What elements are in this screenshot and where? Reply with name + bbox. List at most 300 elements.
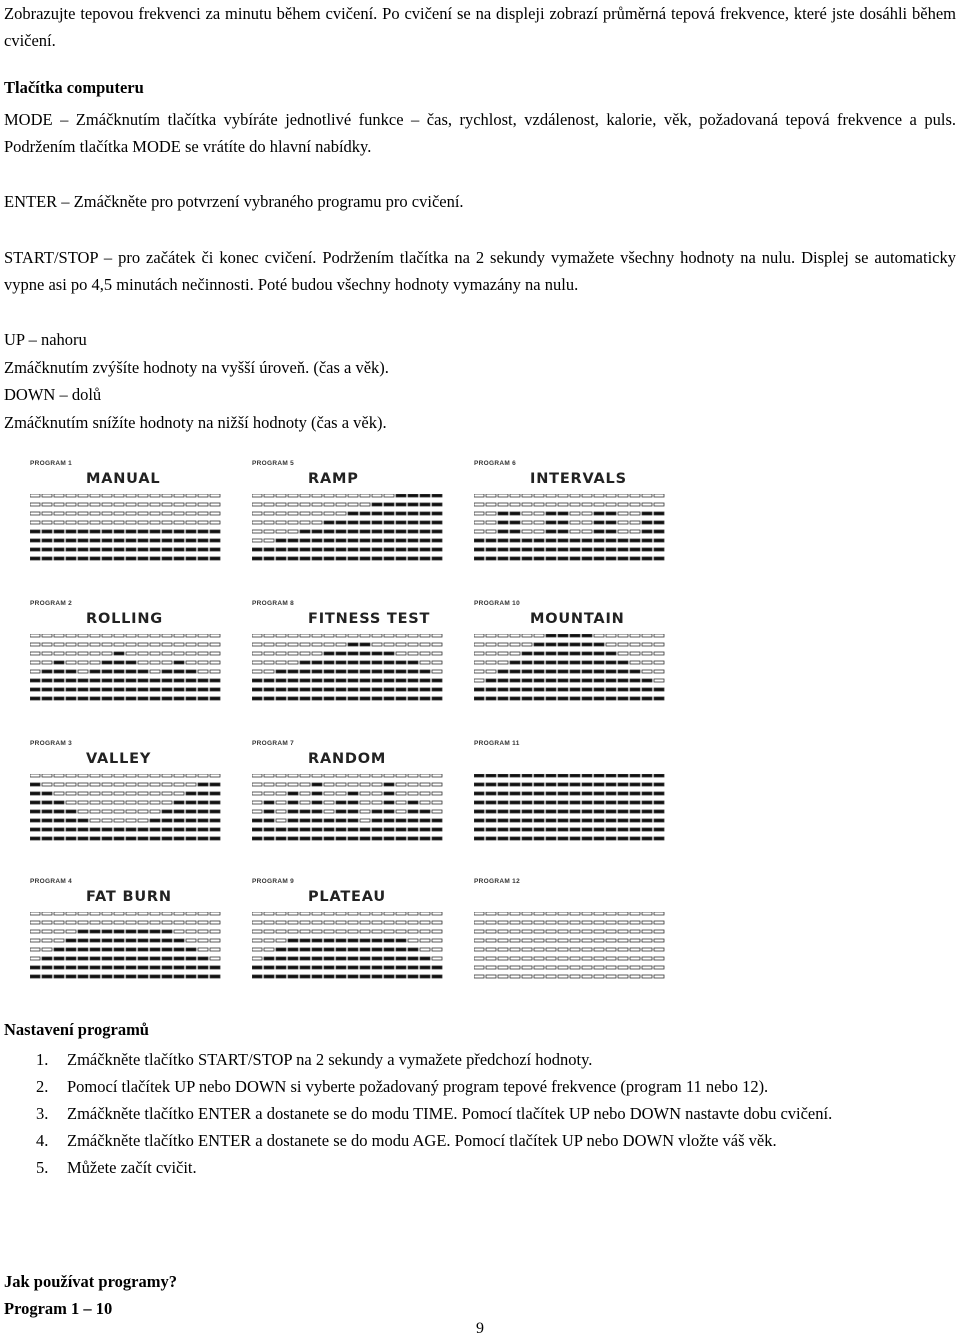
profile-segment-filled	[654, 783, 664, 786]
profile-segment-empty	[276, 503, 286, 506]
program-profile	[30, 878, 245, 996]
profile-segment-empty	[312, 921, 322, 924]
profile-segment-empty	[252, 930, 262, 933]
profile-segment-empty	[534, 930, 544, 933]
profile-segment-empty	[42, 634, 52, 637]
profile-segment-filled	[276, 548, 286, 551]
profile-segment-filled	[174, 948, 184, 951]
profile-segment-empty	[396, 930, 406, 933]
profile-segment-empty	[174, 930, 184, 933]
profile-segment-empty	[534, 975, 544, 978]
profile-segment-filled	[546, 661, 556, 664]
profile-segment-empty	[522, 966, 532, 969]
profile-segment-empty	[102, 634, 112, 637]
up-label: UP – nahoru	[4, 330, 87, 349]
profile-segment-empty	[102, 512, 112, 515]
profile-segment-empty	[150, 801, 160, 804]
profile-segment-empty	[138, 521, 148, 524]
profile-segment-empty	[186, 661, 196, 664]
profile-segment-filled	[300, 948, 310, 951]
profile-segment-filled	[594, 652, 604, 655]
profile-segment-empty	[630, 948, 640, 951]
profile-segment-empty	[618, 975, 628, 978]
profile-segment-filled	[372, 557, 382, 560]
profile-segment-empty	[534, 503, 544, 506]
profile-segment-filled	[138, 939, 148, 942]
profile-segment-filled	[264, 957, 274, 960]
profile-segment-empty	[102, 792, 112, 795]
profile-segment-empty	[300, 494, 310, 497]
profile-segment-empty	[150, 810, 160, 813]
profile-segment-empty	[486, 948, 496, 951]
profile-segment-empty	[198, 661, 208, 664]
profile-segment-empty	[618, 521, 628, 524]
profile-segment-empty	[522, 643, 532, 646]
profile-segment-empty	[324, 634, 334, 637]
profile-segment-empty	[30, 939, 40, 942]
profile-segment-filled	[606, 539, 616, 542]
profile-segment-filled	[150, 697, 160, 700]
profile-segment-empty	[336, 774, 346, 777]
profile-segment-empty	[546, 912, 556, 915]
profile-segment-filled	[408, 679, 418, 682]
profile-segment-empty	[630, 939, 640, 942]
program-profile	[30, 460, 245, 578]
profile-segment-filled	[408, 494, 418, 497]
profile-segment-empty	[582, 939, 592, 942]
profile-segment-filled	[210, 801, 220, 804]
profile-segment-filled	[264, 688, 274, 691]
profile-segment-empty	[150, 521, 160, 524]
profile-segment-filled	[558, 548, 568, 551]
profile-segment-empty	[288, 494, 298, 497]
profile-segment-filled	[42, 810, 52, 813]
profile-segment-empty	[474, 939, 484, 942]
profile-segment-filled	[396, 957, 406, 960]
profile-segment-filled	[396, 837, 406, 840]
profile-segment-filled	[114, 548, 124, 551]
profile-segment-filled	[558, 670, 568, 673]
profile-segment-empty	[288, 661, 298, 664]
profile-segment-filled	[102, 930, 112, 933]
profile-segment-empty	[126, 494, 136, 497]
profile-segment-empty	[210, 634, 220, 637]
profile-segment-filled	[396, 494, 406, 497]
profile-segment-filled	[198, 810, 208, 813]
profile-segment-filled	[606, 679, 616, 682]
profile-segment-empty	[210, 661, 220, 664]
profile-segment-empty	[78, 634, 88, 637]
profile-segment-filled	[138, 557, 148, 560]
profile-segment-filled	[42, 530, 52, 533]
profile-segment-empty	[618, 912, 628, 915]
profile-segment-filled	[150, 948, 160, 951]
profile-segment-empty	[642, 948, 652, 951]
profile-segment-filled	[42, 819, 52, 822]
profile-segment-filled	[486, 697, 496, 700]
profile-segment-filled	[510, 801, 520, 804]
profile-segment-empty	[348, 774, 358, 777]
profile-segment-empty	[198, 948, 208, 951]
profile-segment-filled	[534, 792, 544, 795]
profile-segment-empty	[630, 652, 640, 655]
profile-segment-filled	[276, 670, 286, 673]
profile-segment-empty	[486, 652, 496, 655]
profile-segment-filled	[408, 661, 418, 664]
profile-segment-filled	[312, 783, 322, 786]
profile-segment-empty	[300, 921, 310, 924]
profile-segment-filled	[162, 679, 172, 682]
profile-segment-filled	[582, 539, 592, 542]
profile-segment-filled	[348, 957, 358, 960]
profile-segment-filled	[558, 783, 568, 786]
profile-segment-empty	[534, 634, 544, 637]
profile-segment-empty	[300, 801, 310, 804]
profile-segment-empty	[66, 503, 76, 506]
profile-segment-filled	[372, 530, 382, 533]
profile-segment-filled	[312, 557, 322, 560]
profile-segment-empty	[30, 921, 40, 924]
profile-segment-empty	[396, 774, 406, 777]
profile-segment-filled	[90, 679, 100, 682]
profile-segment-filled	[114, 697, 124, 700]
profile-segment-filled	[582, 670, 592, 673]
profile-segment-filled	[372, 697, 382, 700]
profile-segment-empty	[546, 921, 556, 924]
profile-segment-filled	[138, 548, 148, 551]
settings-heading: Nastavení programů	[4, 1020, 149, 1039]
profile-segment-empty	[252, 539, 262, 542]
profile-segment-empty	[264, 930, 274, 933]
profile-segment-filled	[432, 819, 442, 822]
profile-segment-empty	[276, 792, 286, 795]
profile-segment-filled	[606, 548, 616, 551]
profile-segment-empty	[264, 783, 274, 786]
profile-grid	[474, 494, 666, 566]
profile-segment-filled	[162, 828, 172, 831]
profile-segment-filled	[396, 697, 406, 700]
profile-segment-empty	[78, 512, 88, 515]
profile-segment-filled	[54, 670, 64, 673]
profile-segment-filled	[30, 557, 40, 560]
profile-segment-filled	[30, 975, 40, 978]
profile-segment-empty	[210, 494, 220, 497]
profile-segment-filled	[90, 688, 100, 691]
profile-segment-empty	[42, 912, 52, 915]
profile-segment-filled	[210, 679, 220, 682]
profile-segment-empty	[534, 921, 544, 924]
profile-segment-empty	[90, 634, 100, 637]
profile-segment-filled	[432, 521, 442, 524]
profile-segment-filled	[594, 774, 604, 777]
profile-segment-filled	[570, 801, 580, 804]
profile-segment-empty	[174, 783, 184, 786]
profile-grid	[30, 774, 222, 846]
profile-segment-filled	[420, 819, 430, 822]
profile-segment-filled	[534, 697, 544, 700]
profile-segment-empty	[396, 792, 406, 795]
profile-segment-filled	[384, 819, 394, 822]
profile-segment-filled	[384, 530, 394, 533]
profile-segment-empty	[360, 912, 370, 915]
profile-segment-filled	[360, 661, 370, 664]
profile-segment-empty	[150, 652, 160, 655]
profile-segment-filled	[162, 688, 172, 691]
profile-segment-empty	[618, 643, 628, 646]
profile-segment-empty	[618, 530, 628, 533]
profile-segment-empty	[114, 494, 124, 497]
profile-segment-filled	[78, 828, 88, 831]
profile-segment-filled	[420, 975, 430, 978]
profile-segment-filled	[348, 939, 358, 942]
profile-segment-filled	[570, 634, 580, 637]
profile-segment-filled	[546, 643, 556, 646]
profile-segment-filled	[396, 966, 406, 969]
profile-segment-filled	[324, 679, 334, 682]
profile-segment-empty	[546, 494, 556, 497]
profile-segment-filled	[420, 521, 430, 524]
profile-segment-empty	[618, 921, 628, 924]
profile-segment-empty	[54, 792, 64, 795]
profile-segment-empty	[162, 792, 172, 795]
profile-segment-empty	[510, 634, 520, 637]
profile-segment-filled	[642, 512, 652, 515]
profile-segment-empty	[312, 512, 322, 515]
profile-segment-empty	[252, 801, 262, 804]
profile-segment-empty	[642, 643, 652, 646]
profile-segment-empty	[138, 801, 148, 804]
profile-segment-filled	[66, 966, 76, 969]
profile-segment-filled	[498, 792, 508, 795]
profile-segment-empty	[606, 939, 616, 942]
profile-segment-filled	[486, 837, 496, 840]
profile-segment-empty	[606, 921, 616, 924]
profile-segment-filled	[210, 966, 220, 969]
profile-segment-filled	[594, 530, 604, 533]
profile-grid	[30, 912, 222, 984]
profile-segment-empty	[510, 930, 520, 933]
profile-segment-filled	[30, 828, 40, 831]
profile-segment-empty	[102, 783, 112, 786]
profile-segment-filled	[384, 697, 394, 700]
profile-segment-empty	[582, 912, 592, 915]
profile-segment-empty	[90, 661, 100, 664]
profile-segment-filled	[360, 530, 370, 533]
profile-segment-empty	[618, 512, 628, 515]
profile-segment-filled	[138, 688, 148, 691]
profile-segment-empty	[474, 634, 484, 637]
profile-segment-empty	[288, 503, 298, 506]
profile-segment-empty	[384, 930, 394, 933]
profile-segment-filled	[126, 957, 136, 960]
profile-segment-empty	[654, 948, 664, 951]
profile-segment-filled	[126, 688, 136, 691]
profile-segment-filled	[498, 539, 508, 542]
profile-segment-filled	[474, 783, 484, 786]
profile-segment-filled	[474, 539, 484, 542]
profile-segment-empty	[630, 643, 640, 646]
profile-segment-filled	[582, 837, 592, 840]
profile-segment-empty	[42, 661, 52, 664]
profile-segment-filled	[186, 957, 196, 960]
profile-segment-empty	[186, 521, 196, 524]
profile-segment-filled	[198, 966, 208, 969]
profile-segment-empty	[276, 661, 286, 664]
profile-segment-empty	[474, 503, 484, 506]
program-number: PROGRAM 3	[30, 740, 73, 747]
profile-segment-filled	[174, 828, 184, 831]
profile-segment-empty	[252, 792, 262, 795]
profile-segment-filled	[150, 819, 160, 822]
profile-segment-filled	[384, 837, 394, 840]
profile-segment-filled	[186, 679, 196, 682]
profile-segment-empty	[42, 494, 52, 497]
profile-segment-empty	[78, 521, 88, 524]
profile-segment-filled	[372, 652, 382, 655]
profile-segment-filled	[300, 670, 310, 673]
profile-segment-filled	[312, 679, 322, 682]
profile-segment-filled	[384, 828, 394, 831]
profile-segment-filled	[582, 810, 592, 813]
profile-segment-filled	[336, 837, 346, 840]
profile-segment-empty	[90, 494, 100, 497]
profile-segment-filled	[546, 819, 556, 822]
profile-segment-filled	[498, 810, 508, 813]
profile-segment-empty	[582, 503, 592, 506]
profile-segment-empty	[150, 912, 160, 915]
profile-segment-filled	[558, 697, 568, 700]
profile-segment-empty	[54, 921, 64, 924]
profile-segment-empty	[534, 494, 544, 497]
profile-segment-empty	[486, 643, 496, 646]
profile-segment-empty	[102, 921, 112, 924]
profile-segment-filled	[420, 503, 430, 506]
profile-segment-filled	[186, 792, 196, 795]
profile-segment-empty	[486, 670, 496, 673]
profile-segment-filled	[276, 837, 286, 840]
program-name: FITNESS TEST	[308, 611, 431, 627]
profile-segment-empty	[210, 957, 220, 960]
profile-segment-filled	[66, 819, 76, 822]
profile-segment-empty	[150, 503, 160, 506]
profile-segment-filled	[420, 548, 430, 551]
profile-segment-empty	[474, 521, 484, 524]
profile-segment-filled	[174, 975, 184, 978]
profile-segment-filled	[534, 828, 544, 831]
program-number: PROGRAM 8	[252, 600, 295, 607]
profile-segment-empty	[558, 912, 568, 915]
profile-segment-filled	[594, 801, 604, 804]
profile-segment-filled	[396, 548, 406, 551]
profile-segment-empty	[396, 810, 406, 813]
profile-segment-filled	[126, 548, 136, 551]
profile-segment-filled	[546, 774, 556, 777]
profile-segment-filled	[510, 837, 520, 840]
profile-segment-empty	[252, 948, 262, 951]
profile-segment-filled	[474, 557, 484, 560]
profile-segment-empty	[198, 521, 208, 524]
profile-segment-filled	[582, 828, 592, 831]
profile-segment-filled	[102, 948, 112, 951]
profile-segment-filled	[642, 521, 652, 524]
profile-segment-filled	[396, 512, 406, 515]
profile-segment-filled	[252, 828, 262, 831]
profile-segment-filled	[276, 539, 286, 542]
profile-segment-empty	[312, 643, 322, 646]
profile-segment-empty	[654, 670, 664, 673]
profile-segment-filled	[432, 530, 442, 533]
profile-segment-empty	[276, 494, 286, 497]
profile-segment-empty	[162, 783, 172, 786]
profile-segment-empty	[174, 643, 184, 646]
profile-segment-filled	[174, 957, 184, 960]
profile-segment-empty	[210, 774, 220, 777]
profile-segment-empty	[582, 921, 592, 924]
profile-segment-empty	[558, 930, 568, 933]
profile-segment-filled	[360, 548, 370, 551]
program-profile	[474, 878, 689, 996]
profile-segment-empty	[300, 643, 310, 646]
profile-segment-empty	[174, 521, 184, 524]
profile-segment-empty	[618, 494, 628, 497]
profile-segment-empty	[138, 634, 148, 637]
profile-segment-empty	[432, 792, 442, 795]
profile-segment-empty	[336, 921, 346, 924]
profile-segment-empty	[30, 494, 40, 497]
step-text: Zmáčkněte tlačítko ENTER a dostanete se do modu TIME. Pomocí tlačítek UP nebo DOWN nastavte dobu cvičení.	[67, 1104, 833, 1123]
profile-segment-empty	[606, 966, 616, 969]
profile-segment-filled	[162, 948, 172, 951]
profile-segment-empty	[186, 783, 196, 786]
profile-segment-filled	[606, 774, 616, 777]
profile-segment-empty	[198, 939, 208, 942]
profile-segment-filled	[300, 548, 310, 551]
profile-segment-filled	[126, 661, 136, 664]
profile-segment-filled	[534, 548, 544, 551]
profile-segment-empty	[348, 921, 358, 924]
profile-segment-empty	[420, 912, 430, 915]
profile-segment-filled	[396, 939, 406, 942]
profile-segment-filled	[384, 557, 394, 560]
profile-segment-filled	[570, 837, 580, 840]
profile-segment-filled	[126, 966, 136, 969]
profile-segment-filled	[114, 966, 124, 969]
profile-segment-filled	[66, 837, 76, 840]
profile-segment-empty	[360, 783, 370, 786]
profile-segment-filled	[126, 530, 136, 533]
profile-segment-empty	[324, 512, 334, 515]
profile-segment-empty	[606, 634, 616, 637]
profile-segment-filled	[102, 957, 112, 960]
profile-segment-filled	[78, 975, 88, 978]
profile-segment-filled	[300, 819, 310, 822]
profile-segment-filled	[408, 688, 418, 691]
profile-segment-filled	[30, 837, 40, 840]
profile-segment-filled	[324, 548, 334, 551]
profile-segment-filled	[654, 810, 664, 813]
profile-segment-filled	[102, 530, 112, 533]
profile-segment-filled	[114, 948, 124, 951]
profile-segment-filled	[114, 530, 124, 533]
profile-segment-filled	[312, 819, 322, 822]
profile-segment-filled	[78, 539, 88, 542]
profile-segment-filled	[114, 939, 124, 942]
profile-segment-empty	[570, 957, 580, 960]
profile-segment-filled	[150, 679, 160, 682]
profile-segment-empty	[408, 939, 418, 942]
profile-segment-empty	[78, 494, 88, 497]
profile-segment-filled	[78, 688, 88, 691]
